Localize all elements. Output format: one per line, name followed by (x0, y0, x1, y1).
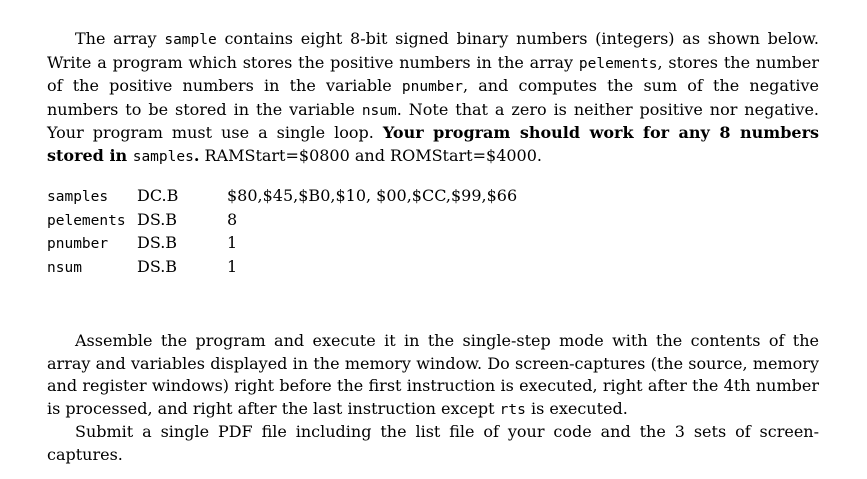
declaration-value: 8 (227, 209, 238, 229)
declaration-directive: DS.B (137, 209, 178, 229)
declaration-row (47, 256, 517, 280)
declaration-directive: DS.B (137, 256, 178, 276)
code-pnumber: pnumber (401, 79, 463, 95)
problem-text-5: . Note that a zero is neither positive nor negative. Your program must use a single loop. (47, 99, 820, 142)
problem-text-3: , stores the number of the positive numbers in the variable (47, 52, 819, 95)
declaration-value: $80,$45,$B0,$10, $00,$CC,$99,$66 (227, 186, 518, 205)
code-sample: sample (164, 32, 217, 48)
section-spacer (47, 279, 819, 330)
declaration-label: pnumber (47, 236, 109, 252)
declaration-row (47, 209, 517, 233)
declaration-label: pelements (47, 212, 126, 229)
requirement-bold-1: Your program should work for any 8 numbers stored in (47, 123, 820, 165)
declaration-label: nsum (47, 259, 82, 276)
execution-instructions (47, 330, 819, 421)
problem-text-2: contains eight 8-bit signed binary numbers (integers) as shown below. Write a program which stores the positive numbers in the array (47, 29, 819, 72)
requirement-bold-2: . (193, 145, 200, 165)
instructions-text-1: Assemble the program and execute it in the single-step mode with the contents of the array and variables displayed in the memory window. Do screen-captures (the source, memory and register windows) right before the first instruction is executed, right after the 4th number is processed, and right after the last instruction except (47, 331, 819, 418)
code-pelements: pelements (578, 55, 658, 72)
memory-map-text: RAMStart=$0800 and ROMStart=$4000. (199, 145, 542, 165)
instructions-text-2: is executed. (525, 398, 628, 418)
code-rts: rts (499, 401, 526, 418)
submission-instructions: Submit a single PDF file including the list file of your code and the 3 sets of screen-captures. (47, 422, 819, 464)
code-samples: samples (132, 148, 194, 165)
declaration-value: 1 (227, 256, 238, 276)
declaration-label: samples (47, 189, 109, 205)
document-page (47, 28, 819, 466)
declaration-row (47, 185, 517, 209)
data-declarations (47, 185, 517, 279)
problem-statement (47, 28, 819, 168)
declaration-row (47, 232, 517, 256)
code-nsum: nsum (361, 102, 397, 119)
problem-text-4: , and computes the sum of the negative numbers to be stored in the variable (47, 76, 820, 119)
declaration-directive: DC.B (137, 186, 179, 205)
problem-text-1: The array (75, 29, 165, 48)
declaration-directive: DS.B (137, 233, 178, 252)
declaration-value: 1 (227, 233, 238, 252)
